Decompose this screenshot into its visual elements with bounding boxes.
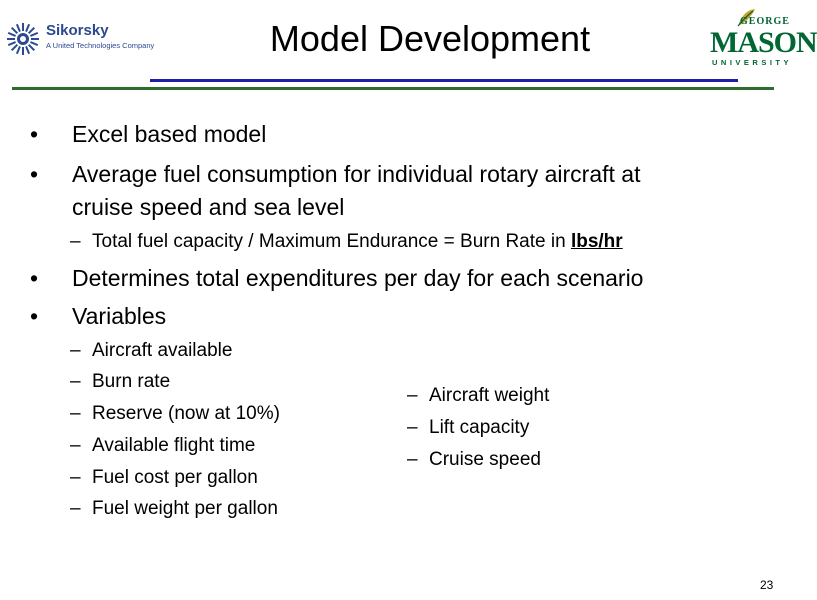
sub-bullet-marker: –	[70, 435, 81, 456]
mason-logo-bottom: UNIVERSITY	[712, 58, 793, 67]
sikorsky-logo-tagline: A United Technologies Company	[46, 41, 155, 50]
mason-logo-main: MASON	[710, 26, 817, 59]
variable-text: Aircraft weight	[429, 385, 550, 406]
variable-text: Burn rate	[92, 371, 171, 392]
sub-bullet-marker: –	[70, 340, 81, 361]
sub-bullet-marker: –	[70, 371, 81, 392]
header-rule-green	[12, 87, 774, 90]
sub-bullet-marker: –	[70, 403, 81, 424]
sub-bullet-marker: –	[70, 231, 81, 252]
sub-bullet-text	[92, 231, 623, 253]
sub-bullet-marker: –	[70, 498, 81, 519]
bullet-text: Average fuel consumption for individual rotary aircraft at	[72, 161, 641, 187]
variable-text: Fuel cost per gallon	[92, 467, 258, 488]
sub-bullet-marker: –	[407, 385, 418, 406]
sikorsky-logo	[6, 20, 156, 60]
george-mason-logo	[700, 8, 817, 70]
bullet-marker: •	[30, 303, 39, 329]
bullet-marker: •	[30, 265, 39, 291]
bullet-text: Variables	[72, 303, 167, 329]
bullet-text: cruise speed and sea level	[72, 194, 345, 220]
page-title: Model Development	[269, 18, 591, 59]
bullet-text: Determines total expenditures per day for each scenario	[72, 265, 644, 291]
variable-text: Lift capacity	[429, 417, 530, 438]
burn-rate-formula: Total fuel capacity / Maximum Endurance = Burn Rate in	[92, 231, 571, 252]
variable-text: Available flight time	[92, 435, 256, 456]
sub-bullet-marker: –	[407, 449, 418, 470]
sikorsky-logo-name: Sikorsky	[46, 22, 109, 39]
header-rule-blue	[150, 79, 738, 82]
variable-text: Fuel weight per gallon	[92, 498, 278, 519]
mason-logo-top: GEORGE	[740, 16, 790, 27]
page-number: 23	[760, 578, 774, 592]
sub-bullet-marker: –	[70, 467, 81, 488]
sikorsky-rotor-icon	[6, 22, 40, 56]
bullet-text: Excel based model	[72, 121, 267, 147]
bullet-marker: •	[30, 161, 39, 187]
burn-rate-unit: lbs/hr	[570, 231, 623, 252]
bullet-marker: •	[30, 121, 39, 147]
sub-bullet-marker: –	[407, 417, 418, 438]
variable-text: Cruise speed	[429, 449, 541, 470]
variable-text: Aircraft available	[92, 340, 233, 361]
variable-text: Reserve (now at 10%)	[92, 403, 280, 424]
